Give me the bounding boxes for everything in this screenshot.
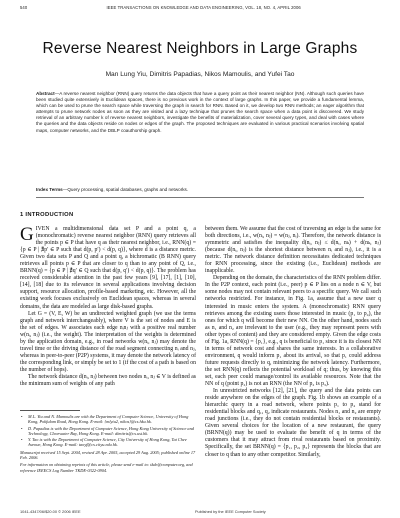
index-terms-label: Index Terms (36, 187, 63, 192)
intro-paragraph-1: GIVEN a multidimensional data set P and a point q, a (monochromatic) reverse nearest neighbor (RNN) query retrieves all the points p ∈ P that have q as their nearest neighbor, i.e., RNN(q) = {p ∈ P | ∄p′ ∈ P such that d(p, p′) < d(p, q)}, where d is a distance metric. Given two data sets P and Q and a point q, a bichromatic (B RNN) query retrieves all points p ∈ P that are closer to q than to any point of Q, i.e., BRNN(q) = {p ∈ P | ∄q′ ∈ Q such that d(p, q′) < d(p, q)}. The problem has received considerable attention in the past few years [9], [17], [1], [10], [14], [18] due to its relevance in several applications involving decision support, resource allocation, profile-based marketing, etc. However, all the existing work focuses exclusively on Euclidean spaces, whereas in several domains, the data are modeled as large disk-based graphs. (20, 224, 196, 310)
bullet-icon: • (21, 437, 23, 443)
footnote-affiliation-1: • M.L. Yiu and N. Mamoulis are with the Department of Computer Science, University of Hong Kong, Pokfulam Road, Hong Kong. E-mail: {mlyiu2, nikos}@cs.hku.hk. (21, 414, 189, 425)
running-header (20, 5, 380, 15)
copyright-line: 1041-4347/06/$20.00 © 2006 IEEE (20, 509, 81, 514)
manuscript-dates: Manuscript received 15 Sept. 2004, revised 28 Apr. 2005, accepted 29 Aug. 2005; published online 17 Feb. 2006. (20, 449, 196, 461)
reprint-info: For information on obtaining reprints of this article, please send e-mail to: tkde@computer.org, and reference IEEECS Log Number TKDE-0322-0904. (20, 462, 193, 473)
bullet-icon: • (21, 425, 23, 431)
footnote-affiliation-2: • D. Papadias is with the Department of Computer Science, Hong Kong University of Science and Technology, Clearwater Bay, Hong Kong. E-mail: dimitris@cs.ust.hk. (21, 425, 194, 436)
intro-paragraph-3: The network distance d(nᵢ, nⱼ) between two nodes nᵢ, nⱼ ∈ V is defined as the minimum sum of weights of any path (20, 373, 197, 388)
intro-paragraph-2: Let G = (V, E, W) be an undirected weighted graph (we use the terms graph and network interchangeably), where V is the set of nodes and E is the set of edges. W associates each edge nᵢnⱼ with a positive real number w(nᵢ, nⱼ) (i.e., the weight). The interpretation of the weights is determined by the application domain, e.g., in road networks w(nᵢ, nⱼ) may denote the travel time or the driving distance of the road segment connecting nᵢ and nⱼ, whereas in peer-to-peer (P2P) systems, it may denote the network latency of the corresponding link, or simply be set to 1 (if the cost of a path is based on the number of hops). (20, 310, 196, 373)
right-paragraph-3: In unrestricted networks [12], [21], the query and the data points can reside anywhere on the edges of the graph. Fig. 1b shows an example of a hierarchic query in a road network, where points p₁ to p₄ stand for residential blocks and q₁, q₂ indicate restaurants. Nodes n₁ and n₂ are empty road junctions (i.e., they do not contain residential blocks or restaurants). Given several choices for the location of a new restaurant, the query (BRNN(q)) may be used to evaluate the benefit of q in terms of the customers that it may attract from rival restaurants based on proximity. Specifically, the set BRNN(q) = {p₁, p₂, p₃} represents the blocks that are closer to q than to any other competitor. Similarly, (205, 388, 381, 458)
index-terms (36, 187, 364, 193)
abstract-text: —A reverse nearest neighbor (RNN) query returns the data objects that have a query point as their nearest neighbor (NN). Although such queries have been studied quite extensively in Euclidean spaces, there is no previous work in the context of large graphs. In this paper, we provide a fundamental lemma, which can be used to prune the search space while traversing the graph in search for RNN. Based on it, we develop two RNN methods; an eager algorithm that attempts to prune network nodes as soon as they are visited and a lazy technique that prunes the search space when a data point is discovered. We study retrieval of an arbitrary number k of reverse nearest neighbors, investigate the benefits of materialization, cover several query types, and deal with cases where the queries and the data objects reside on nodes or edges of the graph. The proposed techniques are evaluated in various practical scenarios involving spatial maps, computer networks, and the DBLP coauthorship graph. (36, 91, 364, 133)
page-number: 540 (20, 5, 28, 10)
section-heading: 1 INTRODUCTION (20, 212, 74, 218)
left-column (20, 226, 196, 388)
right-paragraph-2: Depending on the domain, the characteristics of the RNN problem differ. In the P2P context, each point (i.e., peer) p ∈ P lies on a node n ∈ V, but some nodes may not contain relevant peers to a specific query. We call such networks restricted. For instance, in Fig. 1a, assume that a new user q interested in music enters the system. A (monochromatic) RNN query retrieves among the existing users those interested in music (p₁ to p₄), the ones for which q will become their new NN. On the other hand, nodes such as n₁ and n₂ are irrelevant to the user (e.g., they may represent peers with other types of content) and they are considered empty. Given the edge costs of Fig. 1a, RNN(q) = {p₁}, e.g., q is beneficial to p₁ since it is its closest NN in terms of network cost and shares the same interests. In a collaborative environment, q would inform p₁ about its arrival, so that p₁ could address future requests directly to q, minimizing the network latency. Furthermore, the set RNN(q) reflects the potential workload of q; thus, by knowing this set, each peer could manage/control its available resources. Note that the NN of q (point p₂) is not an RNN (the NN of p₂ is p₃). (205, 275, 381, 388)
page-footer (20, 509, 380, 516)
abstract (36, 91, 364, 134)
footnote-affiliation-3: • Y. Tao is with the Department of Computer Science, City University of Hong Kong, Tat Chee Avenue, Hong Kong. E-mail: taoyf@cs.cityu.edu.hk. (21, 437, 187, 448)
abstract-label: Abstract (36, 91, 55, 96)
abstract-divider (36, 197, 364, 198)
footnotes (20, 414, 196, 473)
journal-name: IEEE TRANSACTIONS ON KNOWLEDGE AND DATA ENGINEERING, VOL. 18, NO. 4, APRIL 2006 (106, 5, 301, 10)
bullet-icon: • (21, 414, 23, 419)
publisher-line: Published by the IEEE Computer Society (194, 509, 266, 514)
footnote-divider (20, 410, 80, 411)
right-paragraph-1: between them. We assume that the cost of traversing an edge is the same for both directions, i.e., w(nᵢ, nⱼ) = w(nⱼ, nᵢ). Therefore, the network distance is symmetric and satisfies the inequality d(nᵢ, nⱼ) ≤ d(nᵢ, nₖ) + d(nₖ, nⱼ) (because d(nᵢ, nⱼ) is the shortest distance between nᵢ and nⱼ), i.e., it is a metric. The network distance definition necessitates dedicated techniques for RNN processing, since the existing (i.e., Euclidean) methods are inapplicable. (205, 226, 381, 275)
drop-cap: G (20, 224, 34, 245)
author-list: Man Lung Yiu, Dimitris Papadias, Nikos Mamoulis, and Yufei Tao (105, 71, 295, 78)
paper-title: Reverse Nearest Neighbors in Large Graphs (42, 40, 358, 57)
right-column (205, 226, 381, 459)
index-terms-text: —Query processing, spatial databases, graphs and networks. (62, 187, 189, 192)
